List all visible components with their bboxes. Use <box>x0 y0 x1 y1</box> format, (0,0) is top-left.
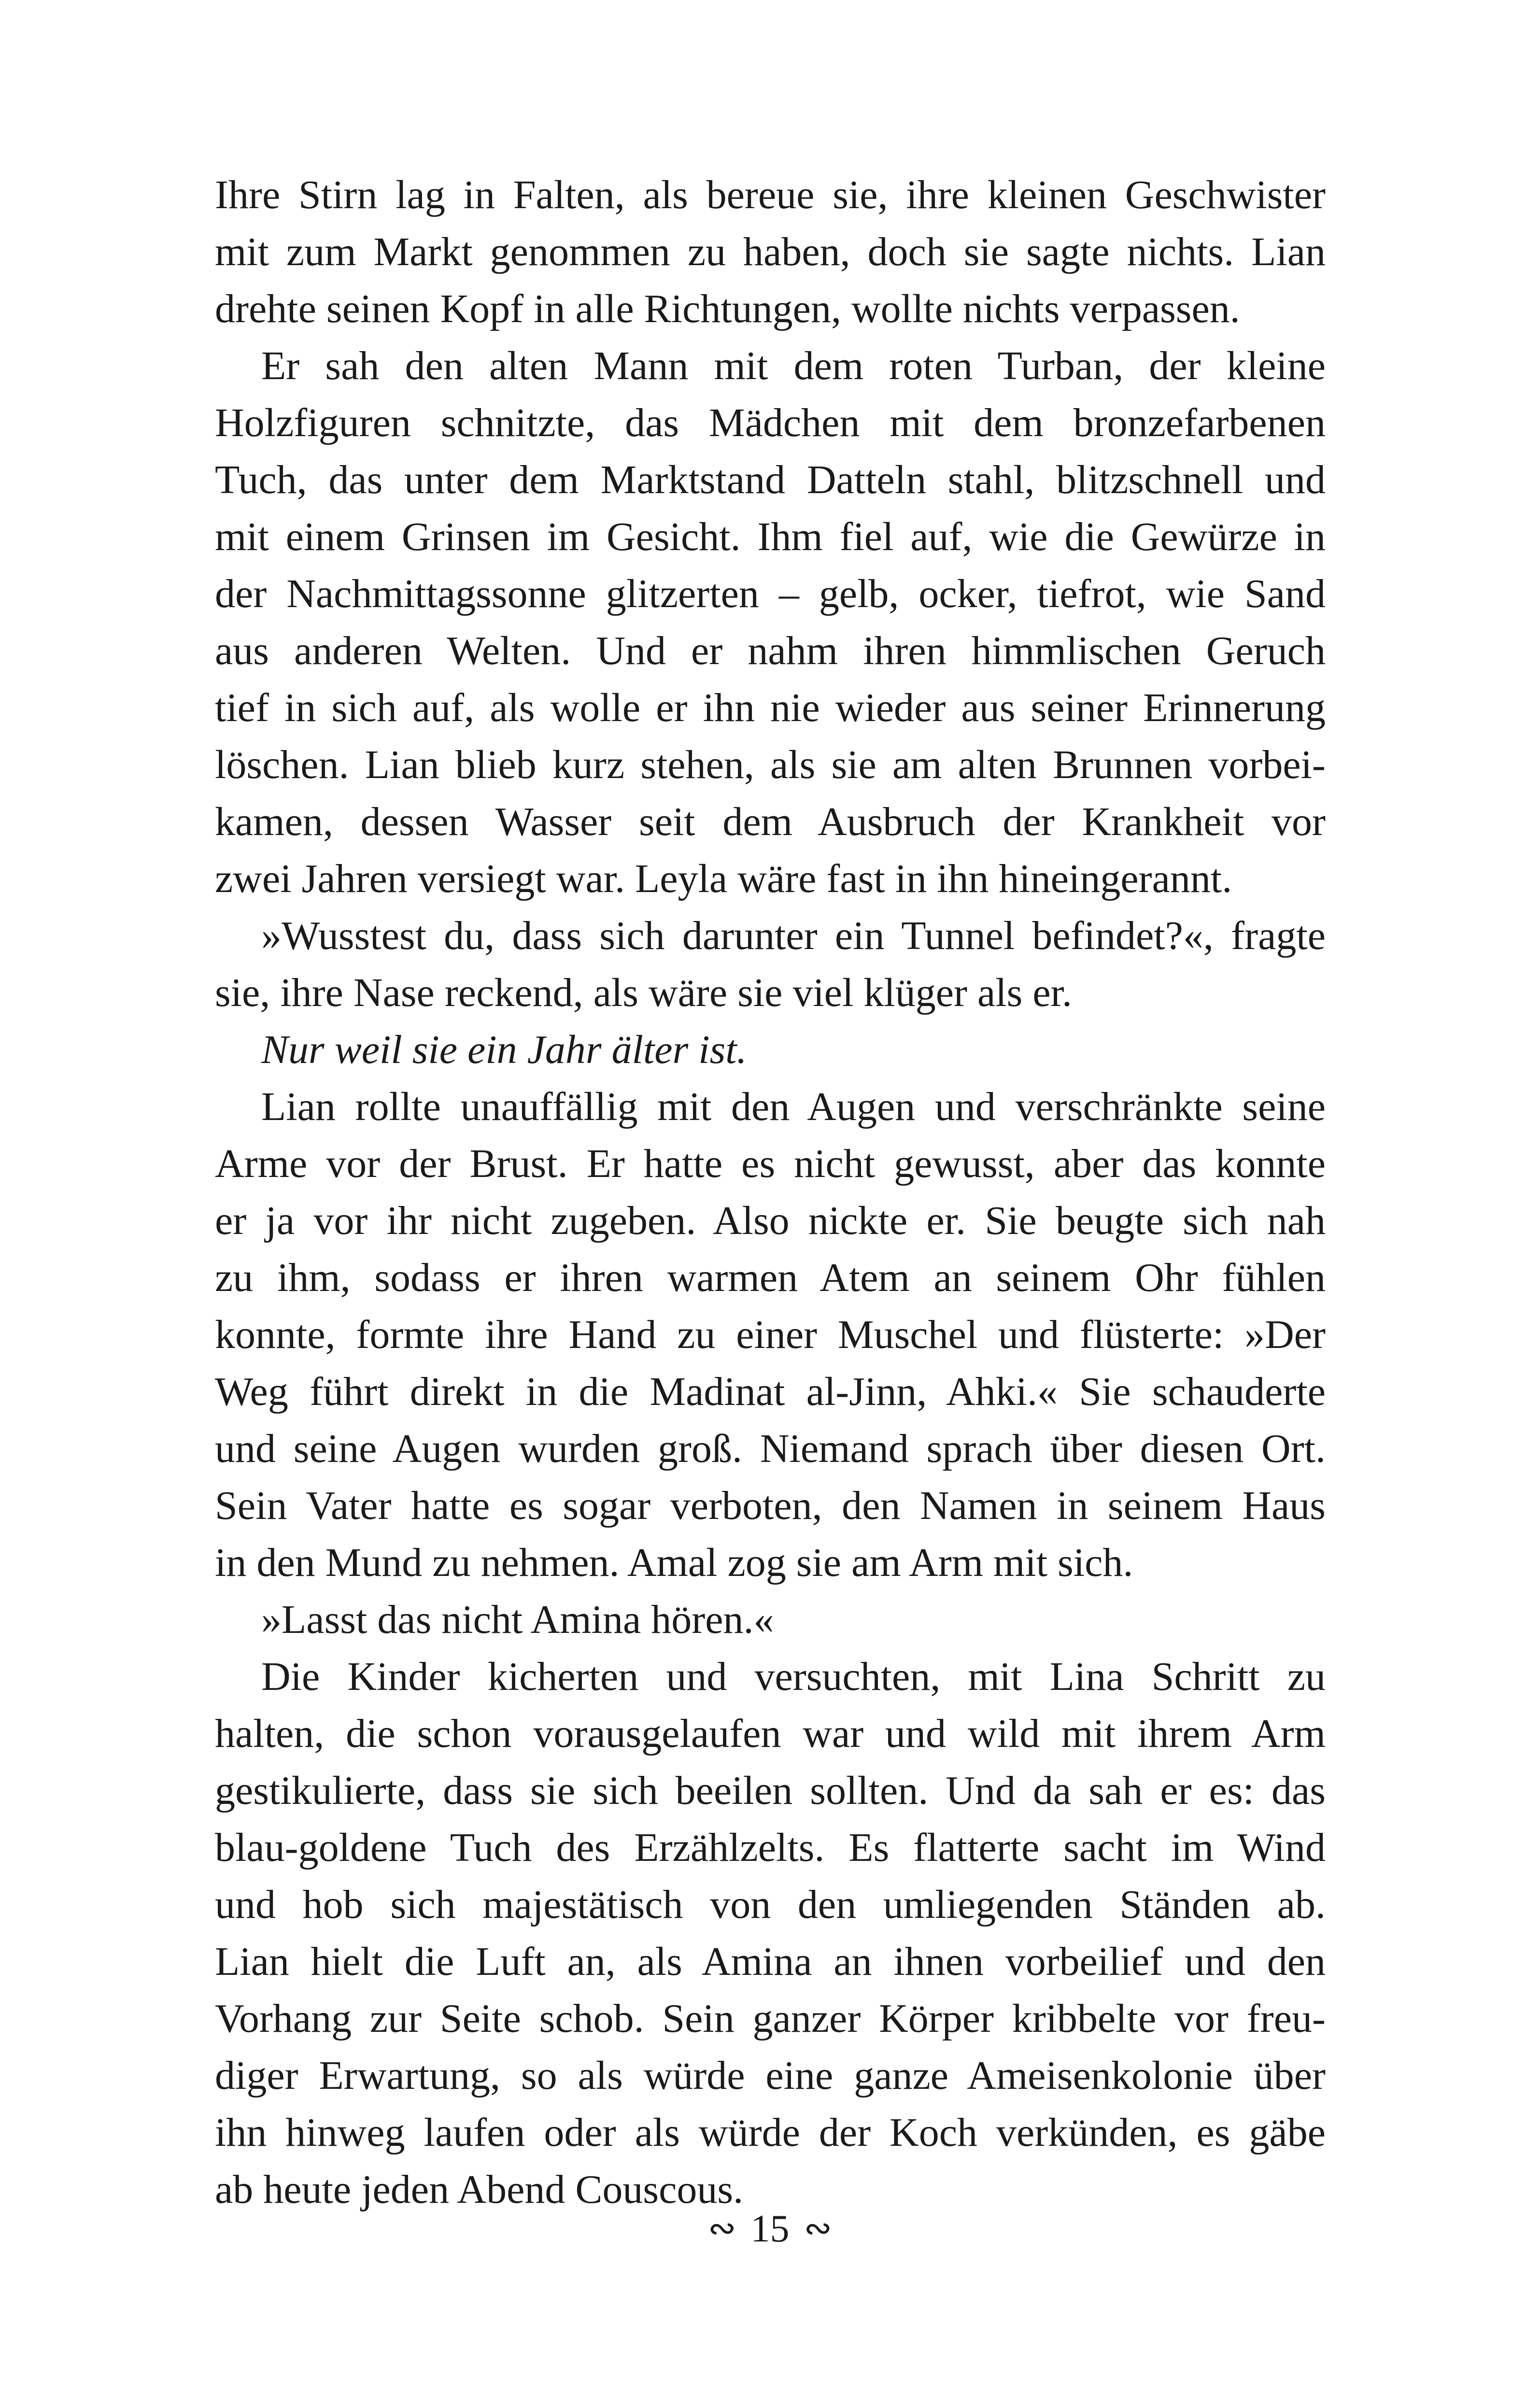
text-line: gestikulierte, dass sie sich beeilen sollten. Und da sah er es: das <box>215 1768 1326 1813</box>
text-line: Arme vor der Brust. Er hatte es nicht gewusst, aber das konnte <box>215 1141 1326 1186</box>
text-line: löschen. Lian blieb kurz stehen, als sie am alten Brunnen vorbei- <box>215 742 1326 787</box>
paragraph <box>215 1648 1326 2218</box>
text-line: »Lasst das nicht Amina hören.« <box>261 1597 774 1642</box>
text-line: Ihre Stirn lag in Falten, als bereue sie, ihre kleinen Geschwister <box>215 172 1326 217</box>
text-line: diger Erwartung, so als würde eine ganze Ameisenkolonie über <box>215 2053 1326 2098</box>
text-line: zu ihm, sodass er ihren warmen Atem an seinem Ohr fühlen <box>215 1255 1326 1300</box>
text-line: Lian rollte unauffällig mit den Augen und verschränkte seine <box>261 1084 1326 1129</box>
paragraph <box>215 1591 1326 1648</box>
text-line: Tuch, das unter dem Marktstand Datteln stahl, blitzschnell und <box>215 457 1326 502</box>
ornament-left-icon: ∾ <box>707 2210 736 2247</box>
text-line: blau-goldene Tuch des Erzählzelts. Es flatterte sacht im Wind <box>215 1825 1326 1870</box>
text-line: Sein Vater hatte es sogar verboten, den Namen in seinem Haus <box>215 1483 1326 1528</box>
body-text <box>215 167 1326 2218</box>
text-line: »Wusstest du, dass sich darunter ein Tunnel befindet?«, fragte <box>261 913 1326 958</box>
text-line: zwei Jahren versiegt war. Leyla wäre fast in ihn hineingerannt. <box>215 856 1232 901</box>
text-line: Die Kinder kicherten und versuchten, mit Lina Schritt zu <box>261 1654 1326 1699</box>
text-line: drehte seinen Kopf in alle Richtungen, wollte nichts verpassen. <box>215 286 1240 331</box>
text-line: Weg führt direkt in die Madinat al-Jinn, Ahki.« Sie schauderte <box>215 1369 1326 1414</box>
text-line: kamen, dessen Wasser seit dem Ausbruch der Krankheit vor <box>215 799 1326 844</box>
text-line: halten, die schon vorausgelaufen war und wild mit ihrem Arm <box>215 1711 1326 1756</box>
text-line: Vorhang zur Seite schob. Sein ganzer Körper kribbelte vor freu- <box>215 1996 1326 2041</box>
text-line: und hob sich majestätisch von den umliegenden Ständen ab. <box>215 1882 1326 1927</box>
paragraph <box>215 907 1326 1021</box>
paragraph-italic <box>215 1021 1326 1078</box>
text-line: aus anderen Welten. Und er nahm ihren himmlischen Geruch <box>215 628 1326 673</box>
paragraph <box>215 167 1326 338</box>
text-line: der Nachmittagssonne glitzerten – gelb, ocker, tiefrot, wie Sand <box>215 571 1326 616</box>
page-number: 15 <box>750 2208 790 2250</box>
text-line: in den Mund zu nehmen. Amal zog sie am Arm mit sich. <box>215 1540 1133 1585</box>
paragraph <box>215 338 1326 907</box>
text-line: Er sah den alten Mann mit dem roten Turban, der kleine <box>261 343 1326 388</box>
text-line: sie, ihre Nase reckend, als wäre sie viel klüger als er. <box>215 970 1072 1015</box>
page-footer <box>0 2205 1540 2253</box>
text-line: er ja vor ihr nicht zugeben. Also nickte er. Sie beugte sich nah <box>215 1198 1326 1243</box>
text-line: tief in sich auf, als wolle er ihn nie wieder aus seiner Erinnerung <box>215 685 1326 730</box>
text-line: und seine Augen wurden groß. Niemand sprach über diesen Ort. <box>215 1426 1326 1471</box>
text-line: konnte, formte ihre Hand zu einer Muschel und flüsterte: »Der <box>215 1312 1326 1357</box>
text-line: ihn hinweg laufen oder als würde der Koch verkünden, es gäbe <box>215 2110 1326 2155</box>
paragraph <box>215 1078 1326 1591</box>
text-line: Nur weil sie ein Jahr älter ist. <box>261 1027 747 1072</box>
text-line: mit zum Markt genommen zu haben, doch sie sagte nichts. Lian <box>215 229 1326 274</box>
ornament-right-icon: ∾ <box>804 2210 833 2247</box>
text-line: Holzfiguren schnitzte, das Mädchen mit dem bronzefarbenen <box>215 400 1326 445</box>
text-line: ab heute jeden Abend Couscous. <box>215 2167 744 2212</box>
text-line: Lian hielt die Luft an, als Amina an ihnen vorbeilief und den <box>215 1939 1326 1984</box>
text-line: mit einem Grinsen im Gesicht. Ihm fiel auf, wie die Gewürze in <box>215 514 1326 559</box>
